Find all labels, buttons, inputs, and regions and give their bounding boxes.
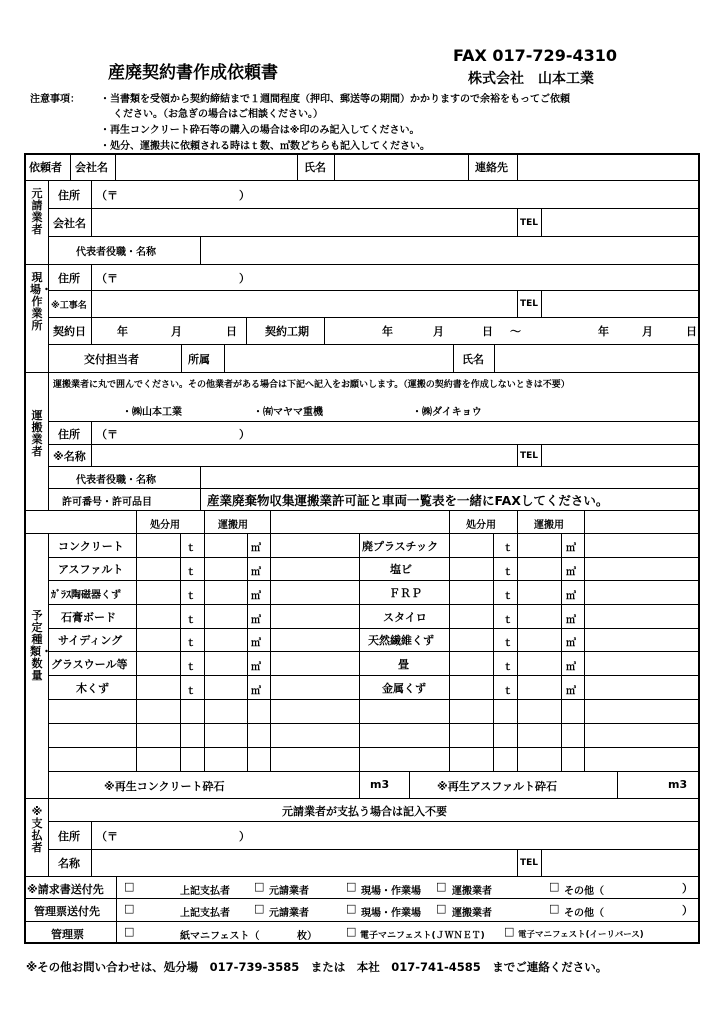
requester-contact-label: 連絡先 — [475, 161, 508, 174]
unit-m3: ㎥ — [566, 567, 576, 578]
site-address-label: 住所 — [58, 272, 80, 285]
carrier-address-field[interactable] — [93, 423, 697, 442]
payer-address-paren: （〒 ） — [96, 830, 250, 843]
manifest-opt-payer: 上記支払者 — [180, 908, 230, 919]
prime-address-label: 住所 — [58, 189, 80, 202]
recycled-concrete-unit: m3 — [370, 778, 390, 791]
carrier-name-field[interactable] — [93, 446, 513, 464]
unit-m3: ㎥ — [251, 686, 261, 697]
contract-date-label: 契約日 — [53, 325, 86, 338]
company-name: 株式会社 山本工業 — [468, 71, 594, 87]
note-1a: ・当書類を受領から契約締結まで１週間程度（押印、郵送等の期間）かかりますので余裕をもってご依頼 — [100, 94, 570, 105]
invoice-opt-carrier: 運搬業者 — [452, 886, 492, 897]
unit-t: ｔ — [503, 686, 513, 697]
prime-section-label: 元請業者 — [31, 187, 43, 236]
unit-m3: ㎥ — [566, 686, 576, 697]
checkbox-invoice-site[interactable]: □ — [346, 880, 357, 893]
period-end-day: 日 — [686, 325, 697, 338]
unit-m3: ㎥ — [251, 638, 261, 649]
prime-tel-field[interactable] — [543, 210, 697, 234]
manifest-opt-prime: 元請業者 — [269, 908, 309, 919]
e-manifest-easy: 電子マニフェスト(イーリバース) — [518, 930, 644, 940]
recycled-asphalt-unit: m3 — [668, 778, 688, 791]
unit-m3: ㎥ — [566, 638, 576, 649]
site-section-label: 現場・作業所 — [30, 271, 52, 332]
left-transport-header: 運搬用 — [218, 520, 248, 531]
unit-m3: ㎥ — [566, 591, 576, 602]
manifest-opt-carrier: 運搬業者 — [452, 908, 492, 919]
carrier-option-mayama[interactable]: ・㈲マヤマ重機 — [253, 407, 323, 418]
carrier-tel-label: TEL — [520, 451, 539, 461]
payer-tel-field[interactable] — [543, 851, 697, 874]
period-tilde: ～ — [510, 325, 521, 338]
unit-t: ｔ — [186, 638, 196, 649]
carrier-section-label: 運搬業者 — [31, 409, 43, 458]
recycled-concrete-label: ※再生コンクリート砕石 — [104, 780, 225, 793]
unit-m3: ㎥ — [566, 543, 576, 554]
paper-manifest-sheets: 枚） — [297, 931, 317, 942]
item-tatami: 畳 — [398, 658, 409, 671]
unit-t: ｔ — [503, 543, 513, 554]
footer-contact: ※その他お問い合わせは、処分場 017-739-3585 または 本社 017-741-4585 までご連絡ください。 — [26, 960, 608, 974]
invoice-opt-prime: 元請業者 — [269, 886, 309, 897]
site-work-name-field[interactable] — [93, 292, 513, 315]
unit-m3: ㎥ — [566, 615, 576, 626]
item-concrete: コンクリート — [58, 540, 124, 553]
item-siding: サイディング — [58, 634, 123, 647]
unit-t: ｔ — [186, 615, 196, 626]
carrier-option-daikyo[interactable]: ・㈱ダイキョウ — [412, 407, 482, 418]
requester-name-field[interactable] — [336, 155, 466, 178]
checkbox-e-jwnet[interactable]: □ — [346, 925, 357, 938]
unit-m3: ㎥ — [251, 615, 261, 626]
carrier-address-label: 住所 — [58, 428, 80, 441]
unit-m3: ㎥ — [566, 662, 576, 673]
invoice-opt-site: 現場・作業場 — [361, 886, 421, 897]
checkbox-invoice-prime[interactable]: □ — [254, 880, 265, 893]
manifest-opt-other: その他（ — [564, 908, 604, 919]
right-disposal-header: 処分用 — [466, 520, 496, 531]
waste-section-label: 予定種類・数量 — [30, 609, 52, 682]
item-natural-fiber: 天然繊維くず — [368, 634, 434, 647]
dept-label: 所属 — [188, 353, 210, 366]
payer-note: 元請業者が支払う場合は記入不要 — [282, 805, 447, 818]
payer-section-label: ※支払者 — [31, 805, 43, 854]
manifest-dest-label: 管理票送付先 — [34, 905, 100, 918]
payer-name-label: 名称 — [58, 857, 80, 870]
invoice-other-close: ） — [682, 882, 693, 895]
checkbox-invoice-payer[interactable]: □ — [124, 880, 135, 893]
e-manifest-jwnet: 電子マニフェスト(ＪＷＮＥＴ) — [360, 931, 485, 941]
period-end-month: 月 — [642, 325, 653, 338]
handler-name-field[interactable] — [496, 346, 697, 370]
requester-name-label: 氏名 — [304, 161, 326, 174]
unit-t: ｔ — [186, 662, 196, 673]
unit-t: ｔ — [186, 686, 196, 697]
checkbox-manifest-payer[interactable]: □ — [124, 902, 135, 915]
paper-manifest-label: 紙マニフェスト（ — [180, 931, 260, 942]
item-pvc: 塩ビ — [390, 563, 412, 576]
unit-t: ｔ — [186, 591, 196, 602]
site-work-name-label: ※工事名 — [51, 301, 87, 311]
contract-period-label: 契約工期 — [265, 325, 309, 338]
item-waste-plastic: 廃プラスチック — [362, 540, 439, 553]
unit-t: ｔ — [503, 567, 513, 578]
unit-t: ｔ — [186, 567, 196, 578]
period-start-month: 月 — [433, 325, 444, 338]
contract-month: 月 — [171, 325, 182, 338]
prime-rep-label: 代表者役職・名称 — [76, 247, 156, 258]
item-wood: 木くず — [76, 682, 109, 695]
left-disposal-header: 処分用 — [150, 520, 180, 531]
prime-tel-label: TEL — [520, 218, 539, 228]
site-address-field[interactable] — [93, 266, 697, 288]
dept-field[interactable] — [226, 346, 451, 370]
invoice-opt-other: その他（ — [564, 886, 604, 897]
checkbox-manifest-other[interactable]: □ — [549, 902, 560, 915]
form-title: 産廃契約書作成依頼書 — [108, 63, 278, 83]
site-address-paren: （〒 ） — [96, 272, 250, 285]
carrier-permit-note: 産業廃棄物収集運搬業許可証と車両一覧表を一緒にFAXしてください。 — [207, 493, 609, 508]
payer-address-label: 住所 — [58, 830, 80, 843]
payer-address-field[interactable] — [93, 823, 697, 847]
manifest-label: 管理票 — [51, 928, 84, 941]
prime-company-label: 会社名 — [53, 217, 86, 230]
unit-m3: ㎥ — [251, 543, 261, 554]
requester-label: 依頼者 — [29, 161, 62, 174]
manifest-other-close: ） — [682, 904, 693, 917]
carrier-rep-field[interactable] — [202, 468, 697, 486]
fax-number: FAX 017-729-4310 — [453, 46, 617, 65]
carrier-rep-label: 代表者役職・名称 — [76, 475, 156, 486]
prime-address-field[interactable] — [93, 182, 697, 206]
item-frp: ＦＲＰ — [389, 587, 422, 600]
handler-name-label: 氏名 — [462, 353, 484, 366]
item-gypsum-board: 石膏ボード — [61, 611, 116, 624]
item-asphalt: アスファルト — [58, 563, 124, 576]
recycled-asphalt-label: ※再生アスファルト砕石 — [437, 780, 558, 793]
item-styro: スタイロ — [383, 611, 427, 624]
period-end-year: 年 — [598, 325, 609, 338]
checkbox-e-easy[interactable]: □ — [504, 925, 515, 938]
unit-t: ｔ — [503, 615, 513, 626]
carrier-permit-label: 許可番号・許可品目 — [62, 497, 152, 508]
notes-label: 注意事項： — [30, 94, 80, 105]
unit-m3: ㎥ — [251, 662, 261, 673]
carrier-address-paren: （〒 ） — [96, 428, 250, 441]
item-metal: 金属くず — [382, 682, 426, 695]
note-1b: ください。（お急ぎの場合はご相談ください。） — [113, 109, 323, 120]
invoice-dest-label: ※請求書送付先 — [27, 883, 104, 896]
payer-name-field[interactable] — [93, 851, 513, 874]
prime-company-field[interactable] — [93, 210, 513, 234]
invoice-opt-payer: 上記支払者 — [180, 886, 230, 897]
site-tel-label: TEL — [520, 299, 539, 309]
note-3: ・処分、運搬共に依頼される時はｔ数、㎥数どちらも記入してください。 — [100, 141, 430, 152]
requester-contact-field[interactable] — [519, 155, 697, 178]
carrier-option-yamamoto[interactable]: ・㈱山本工業 — [122, 407, 182, 418]
contract-year: 年 — [117, 325, 128, 338]
unit-t: ｔ — [503, 662, 513, 673]
unit-m3: ㎥ — [251, 591, 261, 602]
period-start-day: 日 — [482, 325, 493, 338]
carrier-name-label: ※名称 — [53, 450, 86, 463]
requester-company-label: 会社名 — [75, 161, 108, 174]
unit-t: ｔ — [503, 591, 513, 602]
carrier-tel-field[interactable] — [543, 446, 697, 464]
checkbox-paper-manifest[interactable]: □ — [124, 925, 135, 938]
checkbox-invoice-carrier[interactable]: □ — [436, 880, 447, 893]
handler-label: 交付担当者 — [84, 353, 139, 366]
carrier-instruction: 運搬業者に丸で囲んでください。その他業者がある場合は下記へ記入をお願いします。（運搬の契約書を作成しないときは不要） — [53, 380, 570, 390]
prime-address-paren: （〒 ） — [96, 189, 250, 202]
requester-company-field[interactable] — [117, 155, 295, 178]
right-transport-header: 運搬用 — [534, 520, 564, 531]
checkbox-manifest-carrier[interactable]: □ — [436, 902, 447, 915]
item-glass-ceramic: ｶﾞﾗｽ陶磁器くず — [51, 590, 121, 601]
site-tel-field[interactable] — [543, 292, 697, 315]
checkbox-invoice-other[interactable]: □ — [549, 880, 560, 893]
checkbox-manifest-prime[interactable]: □ — [254, 902, 265, 915]
item-glass-wool: グラスウール等 — [51, 658, 128, 671]
prime-rep-field[interactable] — [202, 238, 697, 262]
manifest-opt-site: 現場・作業場 — [361, 908, 421, 919]
checkbox-manifest-site[interactable]: □ — [346, 902, 357, 915]
payer-tel-label: TEL — [520, 858, 539, 868]
unit-t: ｔ — [503, 638, 513, 649]
period-start-year: 年 — [382, 325, 393, 338]
unit-m3: ㎥ — [251, 567, 261, 578]
contract-day: 日 — [226, 325, 237, 338]
unit-t: ｔ — [186, 543, 196, 554]
note-2: ・再生コンクリート砕石等の購入の場合は※印のみ記入してください。 — [100, 125, 420, 136]
